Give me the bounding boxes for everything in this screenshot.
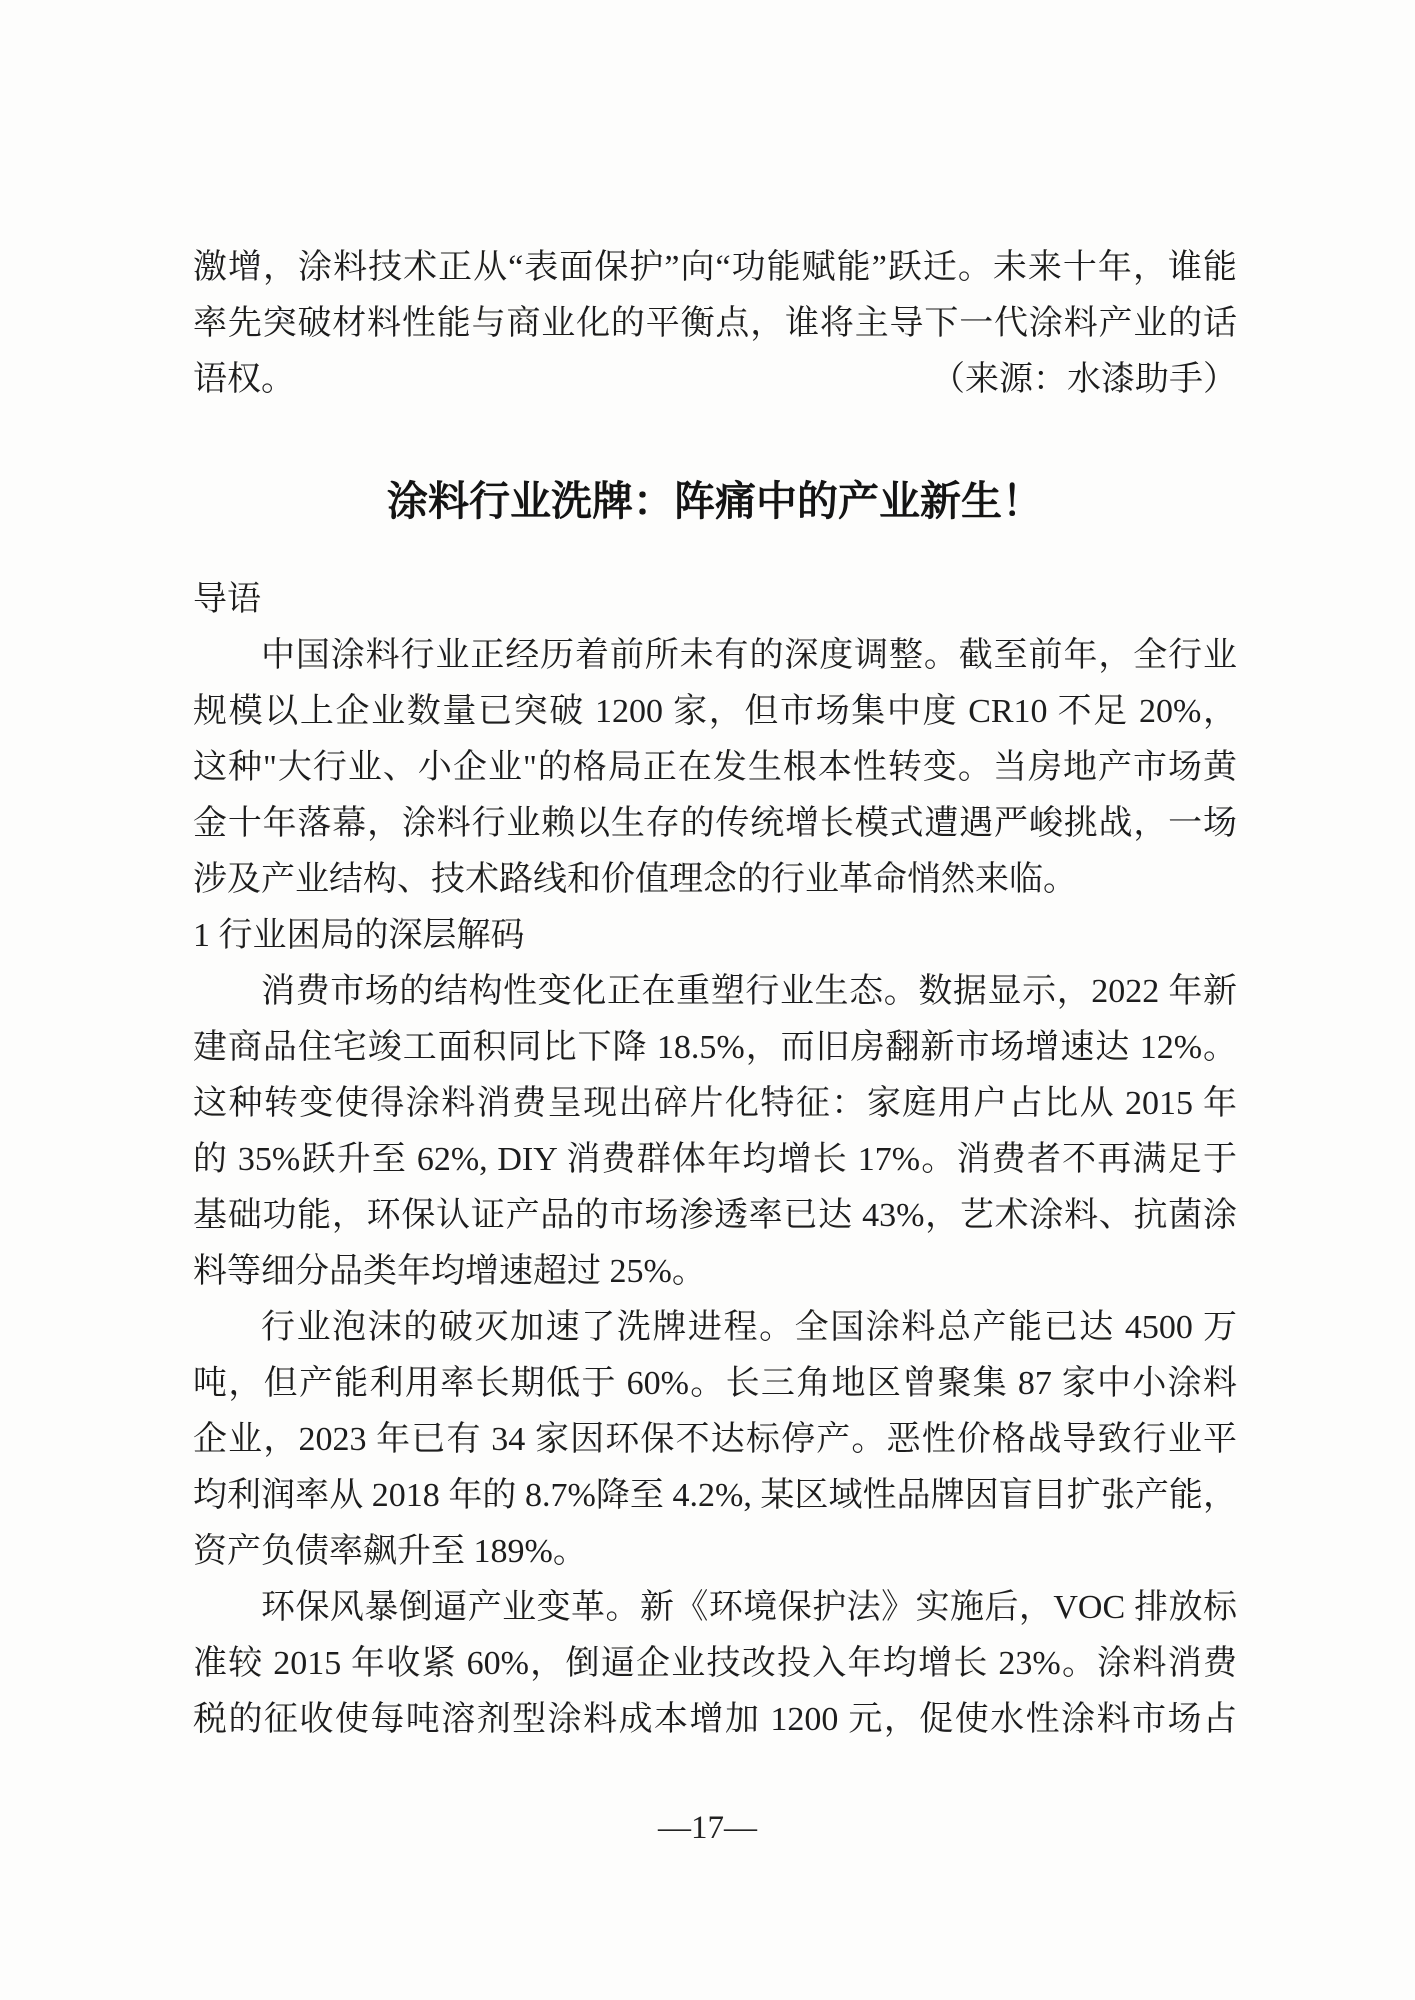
section-heading: 1 行业困局的深层解码 — [193, 917, 525, 954]
body-line: 这种"大行业、小企业"的格局正在发生根本性转变。当房地产市场黄 — [193, 749, 1237, 786]
body-line: 涉及产业结构、技术路线和价值理念的行业革命悄然来临。 — [193, 861, 1077, 898]
body-line: 行业泡沫的破灭加速了洗牌进程。全国涂料总产能已达 4500 万 — [261, 1309, 1237, 1346]
continuation-line-end: 语权。 — [193, 361, 295, 398]
page-number: —17— — [658, 1810, 757, 1846]
continuation-line: 激增，涂料技术正从“表面保护”向“功能赋能”跃迁。未来十年，谁能 — [193, 249, 1237, 286]
body-line: 建商品住宅竣工面积同比下降 18.5%，而旧房翻新市场增速达 12%。 — [193, 1029, 1237, 1066]
body-line: 中国涂料行业正经历着前所未有的深度调整。截至前年，全行业 — [261, 637, 1237, 674]
body-line: 规模以上企业数量已突破 1200 家，但市场集中度 CR10 不足 20%， — [193, 693, 1237, 730]
continuation-last-line — [193, 352, 1237, 408]
continuation-line: 率先突破材料性能与商业化的平衡点，谁将主导下一代涂料产业的话 — [193, 305, 1237, 342]
body-line: 资产负债率飙升至 189%。 — [193, 1533, 587, 1570]
body-line: 吨，但产能利用率长期低于 60%。长三角地区曾聚集 87 家中小涂料 — [193, 1365, 1237, 1402]
source-attribution: （来源：水漆助手） — [931, 361, 1237, 398]
body-line: 税的征收使每吨溶剂型涂料成本增加 1200 元，促使水性涂料市场占 — [193, 1701, 1237, 1738]
body-line: 的 35%跃升至 62%, DIY 消费群体年均增长 17%。消费者不再满足于 — [193, 1141, 1237, 1178]
body-line: 料等细分品类年均增速超过 25%。 — [193, 1253, 706, 1290]
body-line: 准较 2015 年收紧 60%，倒逼企业技改投入年均增长 23%。涂料消费 — [193, 1645, 1237, 1682]
body-line: 金十年落幕，涂料行业赖以生存的传统增长模式遭遇严峻挑战，一场 — [193, 805, 1237, 842]
lead-label: 导语 — [193, 581, 261, 618]
body-line: 这种转变使得涂料消费呈现出碎片化特征：家庭用户占比从 2015 年 — [193, 1085, 1237, 1122]
article-title: 涂料行业洗牌：阵痛中的产业新生！ — [387, 478, 1043, 524]
body-line: 消费市场的结构性变化正在重塑行业生态。数据显示，2022 年新 — [261, 973, 1237, 1010]
body-line: 环保风暴倒逼产业变革。新《环境保护法》实施后，VOC 排放标 — [261, 1589, 1237, 1626]
body-line: 企业，2023 年已有 34 家因环保不达标停产。恶性价格战导致行业平 — [193, 1421, 1237, 1458]
body-line: 均利润率从 2018 年的 8.7%降至 4.2%, 某区域性品牌因盲目扩张产能， — [193, 1477, 1237, 1514]
body-line: 基础功能，环保认证产品的市场渗透率已达 43%，艺术涂料、抗菌涂 — [193, 1197, 1237, 1234]
text-block — [193, 240, 1237, 1748]
